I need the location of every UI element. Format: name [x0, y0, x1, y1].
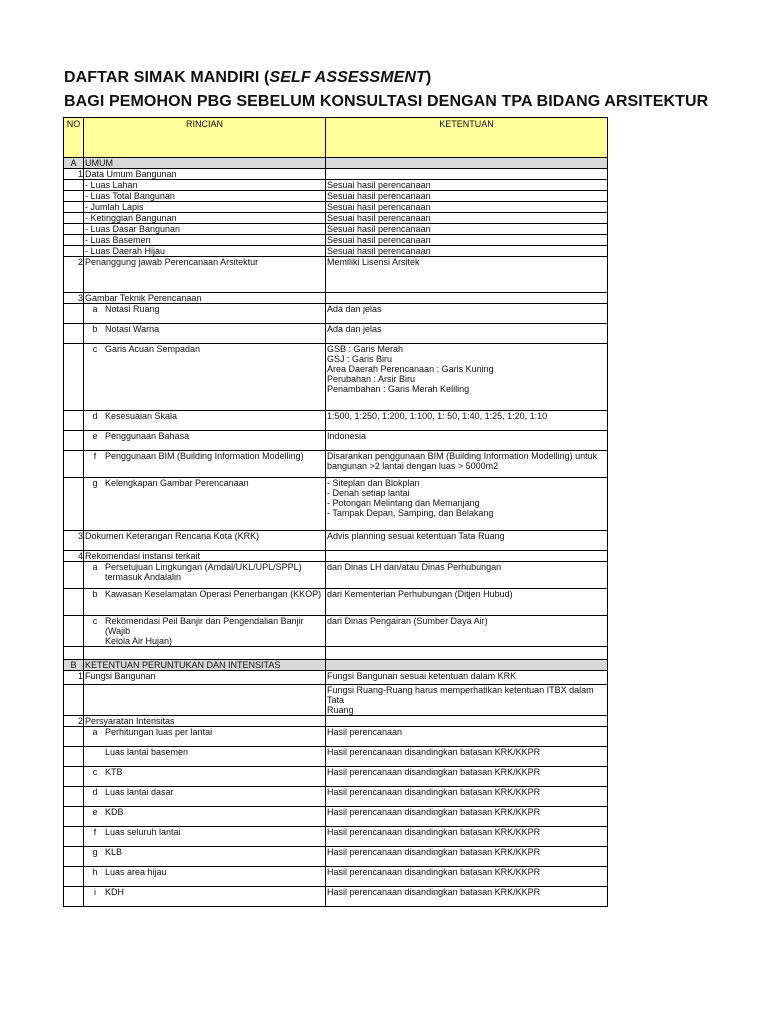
rincian-cell: [84, 411, 326, 431]
row-number: [64, 807, 84, 827]
ketentuan-text: Disarankan penggunaan BIM (Building Information Modelling) untuk bangunan >2 lantai dengan luas > 5000m2: [326, 451, 608, 478]
row-number: 2: [64, 257, 84, 293]
rincian-text: Penanggung jawab Perencanaan Arsitektur: [84, 257, 326, 293]
ketentuan-text: Sesuai hasil perencanaan: [326, 191, 608, 202]
sub-letter: e: [92, 807, 98, 817]
row-number: [64, 191, 84, 202]
table-row: [64, 451, 608, 478]
row-number: [64, 180, 84, 191]
ketentuan-text: dari Dinas Pengairan (Sumber Daya Air): [326, 616, 608, 647]
row-number: [64, 887, 84, 907]
table-row: [64, 478, 608, 531]
rincian-text: Fungsi Bangunan: [84, 671, 326, 685]
table-row: [64, 767, 608, 787]
rincian-cell: [84, 747, 326, 767]
rincian-text: Kelengkapan Gambar Perencanaan: [105, 478, 249, 488]
table-row: [64, 589, 608, 616]
row-number: [64, 202, 84, 213]
sub-letter: a: [92, 562, 98, 572]
rincian-text: - Luas Daerah Hijau: [84, 246, 326, 257]
row-number: [64, 213, 84, 224]
table-row: [64, 867, 608, 887]
ketentuan-text: dari Kementerian Perhubungan (Ditjen Hubud): [326, 589, 608, 616]
table-row: [64, 807, 608, 827]
table-row: [64, 180, 608, 191]
empty-cell: [326, 660, 608, 671]
ketentuan-text: Hasil perencanaan disandingkan batasan KRK/KKPR: [326, 867, 608, 887]
header-no: NO: [64, 118, 84, 158]
section-title: KETENTUAN PERUNTUKAN DAN INTENSITAS: [84, 660, 326, 671]
ketentuan-text: Sesuai hasil perencanaan: [326, 235, 608, 246]
rincian-text: Rekomendasi Peil Banjir dan Pengendalian Banjir (Wajib Kelola Air Hujan): [105, 616, 304, 646]
row-number: 2: [64, 716, 84, 727]
table-row: [64, 191, 608, 202]
row-number: [64, 324, 84, 344]
row-number: [64, 562, 84, 589]
rincian-cell: [84, 787, 326, 807]
rincian-text: Data Umum Bangunan: [84, 169, 326, 180]
header-ketentuan: KETENTUAN: [326, 118, 608, 158]
spacer-row: [64, 647, 608, 660]
sub-letter: [85, 747, 105, 757]
row-number: 1: [64, 169, 84, 180]
rincian-cell: [84, 562, 326, 589]
sub-letter: b: [92, 324, 98, 334]
rincian-text: Luas area hijau: [105, 867, 167, 877]
ketentuan-text: Indonesia: [326, 431, 608, 451]
rincian-text: Penggunaan BIM (Building Information Modelling): [105, 451, 304, 461]
ketentuan-text: Hasil perencanaan disandingkan batasan KRK/KKPR: [326, 747, 608, 767]
assessment-table-container: [63, 117, 607, 939]
rincian-text: Notasi Ruang: [105, 304, 160, 314]
ketentuan-text: Sesuai hasil perencanaan: [326, 213, 608, 224]
ketentuan-text: 1:500, 1:250, 1:200, 1:100, 1: 50, 1:40, 1:25, 1:20, 1:10: [326, 411, 608, 431]
ketentuan-text: Sesuai hasil perencanaan: [326, 224, 608, 235]
rincian-text: Gambar Teknik Perencanaan: [84, 293, 326, 304]
rincian-text: Rekomendasi instansi terkait: [84, 551, 326, 562]
row-number: [64, 411, 84, 431]
row-number: [64, 685, 84, 716]
ketentuan-text: GSB : Garis Merah GSJ : Garis Biru Area Daerah Perencanaan : Garis Kuning Perubahan : Arsir Biru Penambahan : Garis Merah Keliling: [326, 344, 608, 411]
table-row: [64, 887, 608, 907]
ketentuan-text: Hasil perencanaan disandingkan batasan KRK/KKPR: [326, 767, 608, 787]
ketentuan-text: Sesuai hasil perencanaan: [326, 202, 608, 213]
table-row: [64, 213, 608, 224]
ketentuan-text: Sesuai hasil perencanaan: [326, 180, 608, 191]
rincian-text: Luas lantai dasar: [105, 787, 174, 797]
row-number: [64, 224, 84, 235]
empty-cell: [326, 158, 608, 169]
ketentuan-text: Fungsi Ruang-Ruang harus memperhatikan ketentuan ITBX dalam Tata Ruang: [326, 685, 608, 716]
ketentuan-text: [326, 169, 608, 180]
row-number: [64, 344, 84, 411]
row-number: [64, 867, 84, 887]
section-title: UMUM: [84, 158, 326, 169]
section-letter: A: [64, 158, 84, 169]
table-row: [64, 716, 608, 727]
table-row: [64, 169, 608, 180]
ketentuan-text: dari Dinas LH dan/atau Dinas Perhubungan: [326, 562, 608, 589]
table-row: [64, 671, 608, 685]
rincian-text: - Luas Lahan: [84, 180, 326, 191]
table-row: [64, 685, 608, 716]
rincian-text: KDH: [105, 887, 125, 897]
sub-letter: a: [92, 727, 98, 737]
table-row: [64, 827, 608, 847]
table-row: [64, 431, 608, 451]
table-row: [64, 304, 608, 324]
table-row: [64, 531, 608, 551]
sub-letter: h: [92, 867, 98, 877]
rincian-text: [84, 685, 326, 716]
header-rincian: RINCIAN: [84, 118, 326, 158]
row-number: [64, 451, 84, 478]
sub-letter: i: [94, 887, 96, 897]
ketentuan-text: Hasil perencanaan disandingkan batasan KRK/KKPR: [326, 847, 608, 867]
rincian-cell: [84, 478, 326, 531]
table-row: [64, 235, 608, 246]
ketentuan-text: Hasil perencanaan disandingkan batasan KRK/KKPR: [326, 887, 608, 907]
sub-letter: c: [92, 344, 98, 354]
table-row: [64, 324, 608, 344]
sub-letter: g: [92, 847, 98, 857]
rincian-cell: [84, 344, 326, 411]
ketentuan-text: Hasil perencanaan: [326, 727, 608, 747]
rincian-cell: [84, 767, 326, 787]
rincian-text: KLB: [105, 847, 123, 857]
rincian-text: Luas lantai basemen: [105, 747, 189, 757]
rincian-cell: [84, 304, 326, 324]
sub-letter: g: [92, 478, 98, 488]
table-row: [64, 344, 608, 411]
assessment-table: [63, 117, 608, 907]
document-subtitle: BAGI PEMOHON PBG SEBELUM KONSULTASI DENGAN TPA BIDANG ARSITEKTUR: [64, 93, 709, 110]
ketentuan-text: - Siteplan dan Blokplan - Denah setiap lantai - Potongan Melintang dan Memanjang - Tampak Depan, Samping, dan Belakang: [326, 478, 608, 531]
sub-letter: d: [92, 411, 98, 421]
rincian-text: - Luas Basemen: [84, 235, 326, 246]
rincian-cell: [84, 727, 326, 747]
rincian-text: Garis Acuan Sempadan: [105, 344, 201, 354]
sub-letter: d: [92, 787, 98, 797]
row-number: [64, 787, 84, 807]
row-number: [64, 827, 84, 847]
table-row: [64, 411, 608, 431]
section-row: [64, 660, 608, 671]
table-row: [64, 847, 608, 867]
rincian-cell: [84, 616, 326, 647]
table-row: [64, 224, 608, 235]
table-row: [64, 202, 608, 213]
rincian-text: Kesesuaian Skala: [105, 411, 178, 421]
row-number: [64, 304, 84, 324]
row-number: 4: [64, 551, 84, 562]
ketentuan-text: Ada dan jelas: [326, 324, 608, 344]
row-number: 3: [64, 531, 84, 551]
table-row: [64, 257, 608, 293]
empty-cell: [84, 647, 326, 660]
empty-cell: [64, 647, 84, 660]
rincian-cell: [84, 431, 326, 451]
table-row: [64, 787, 608, 807]
rincian-text: Penggunaan Bahasa: [105, 431, 190, 441]
table-row: [64, 551, 608, 562]
section-row: [64, 158, 608, 169]
rincian-cell: [84, 887, 326, 907]
table-header-row: [64, 118, 608, 158]
rincian-text: - Luas Total Bangunan: [84, 191, 326, 202]
ketentuan-text: [326, 551, 608, 562]
ketentuan-text: Hasil perencanaan disandingkan batasan KRK/KKPR: [326, 827, 608, 847]
document-title: DAFTAR SIMAK MANDIRI (SELF ASSESSMENT): [64, 69, 432, 86]
sub-letter: b: [92, 589, 98, 599]
sub-letter: c: [92, 616, 98, 626]
row-number: [64, 431, 84, 451]
sub-letter: e: [92, 431, 98, 441]
rincian-cell: [84, 847, 326, 867]
row-number: 1: [64, 671, 84, 685]
rincian-text: Persetujuan Lingkungan (Amdal/UKL/UPL/SPPL) termasuk Andalalin: [105, 562, 302, 582]
table-row: [64, 293, 608, 304]
ketentuan-text: Advis planning sesuai ketentuan Tata Ruang: [326, 531, 608, 551]
table-row: [64, 246, 608, 257]
rincian-text: Perhitungan luas per lantai: [105, 727, 213, 737]
row-number: [64, 727, 84, 747]
ketentuan-text: Hasil perencanaan disandingkan batasan KRK/KKPR: [326, 807, 608, 827]
sub-letter: c: [92, 767, 98, 777]
title-italic: SELF ASSESSMENT: [269, 69, 426, 86]
rincian-text: Luas seluruh lantai: [105, 827, 181, 837]
ketentuan-text: Memiliki Lisensi Arsitek: [326, 257, 608, 293]
ketentuan-text: Fungsi Bangunan sesuai ketentuan dalam KRK: [326, 671, 608, 685]
rincian-text: - Ketinggian Bangunan: [84, 213, 326, 224]
row-number: 3: [64, 293, 84, 304]
row-number: [64, 235, 84, 246]
rincian-cell: [84, 827, 326, 847]
ketentuan-text: Sesuai hasil perencanaan: [326, 246, 608, 257]
sub-letter: a: [92, 304, 98, 314]
rincian-text: Kawasan Keselamatan Operasi Penerbangan (KKOP): [105, 589, 322, 599]
sub-letter: f: [93, 827, 97, 837]
sub-letter: f: [93, 451, 97, 461]
ketentuan-text: [326, 293, 608, 304]
rincian-text: KTB: [105, 767, 123, 777]
table-row: [64, 727, 608, 747]
table-row: [64, 616, 608, 647]
rincian-cell: [84, 451, 326, 478]
row-number: [64, 478, 84, 531]
rincian-text: - Jumlah Lapis: [84, 202, 326, 213]
table-row: [64, 562, 608, 589]
rincian-cell: [84, 867, 326, 887]
rincian-text: Dokumen Keterangan Rencana Kota (KRK): [84, 531, 326, 551]
row-number: [64, 246, 84, 257]
row-number: [64, 747, 84, 767]
rincian-text: Notasi Warna: [105, 324, 160, 334]
rincian-cell: [84, 324, 326, 344]
rincian-text: Persyaratan Intensitas: [84, 716, 326, 727]
rincian-cell: [84, 589, 326, 616]
rincian-text: - Luas Dasar Bangunan: [84, 224, 326, 235]
row-number: [64, 767, 84, 787]
ketentuan-text: Ada dan jelas: [326, 304, 608, 324]
row-number: [64, 847, 84, 867]
ketentuan-text: [326, 716, 608, 727]
row-number: [64, 589, 84, 616]
empty-cell: [326, 647, 608, 660]
table-row: [64, 747, 608, 767]
rincian-text: KDB: [105, 807, 124, 817]
rincian-cell: [84, 807, 326, 827]
row-number: [64, 616, 84, 647]
section-letter: B: [64, 660, 84, 671]
ketentuan-text: Hasil perencanaan disandingkan batasan KRK/KKPR: [326, 787, 608, 807]
